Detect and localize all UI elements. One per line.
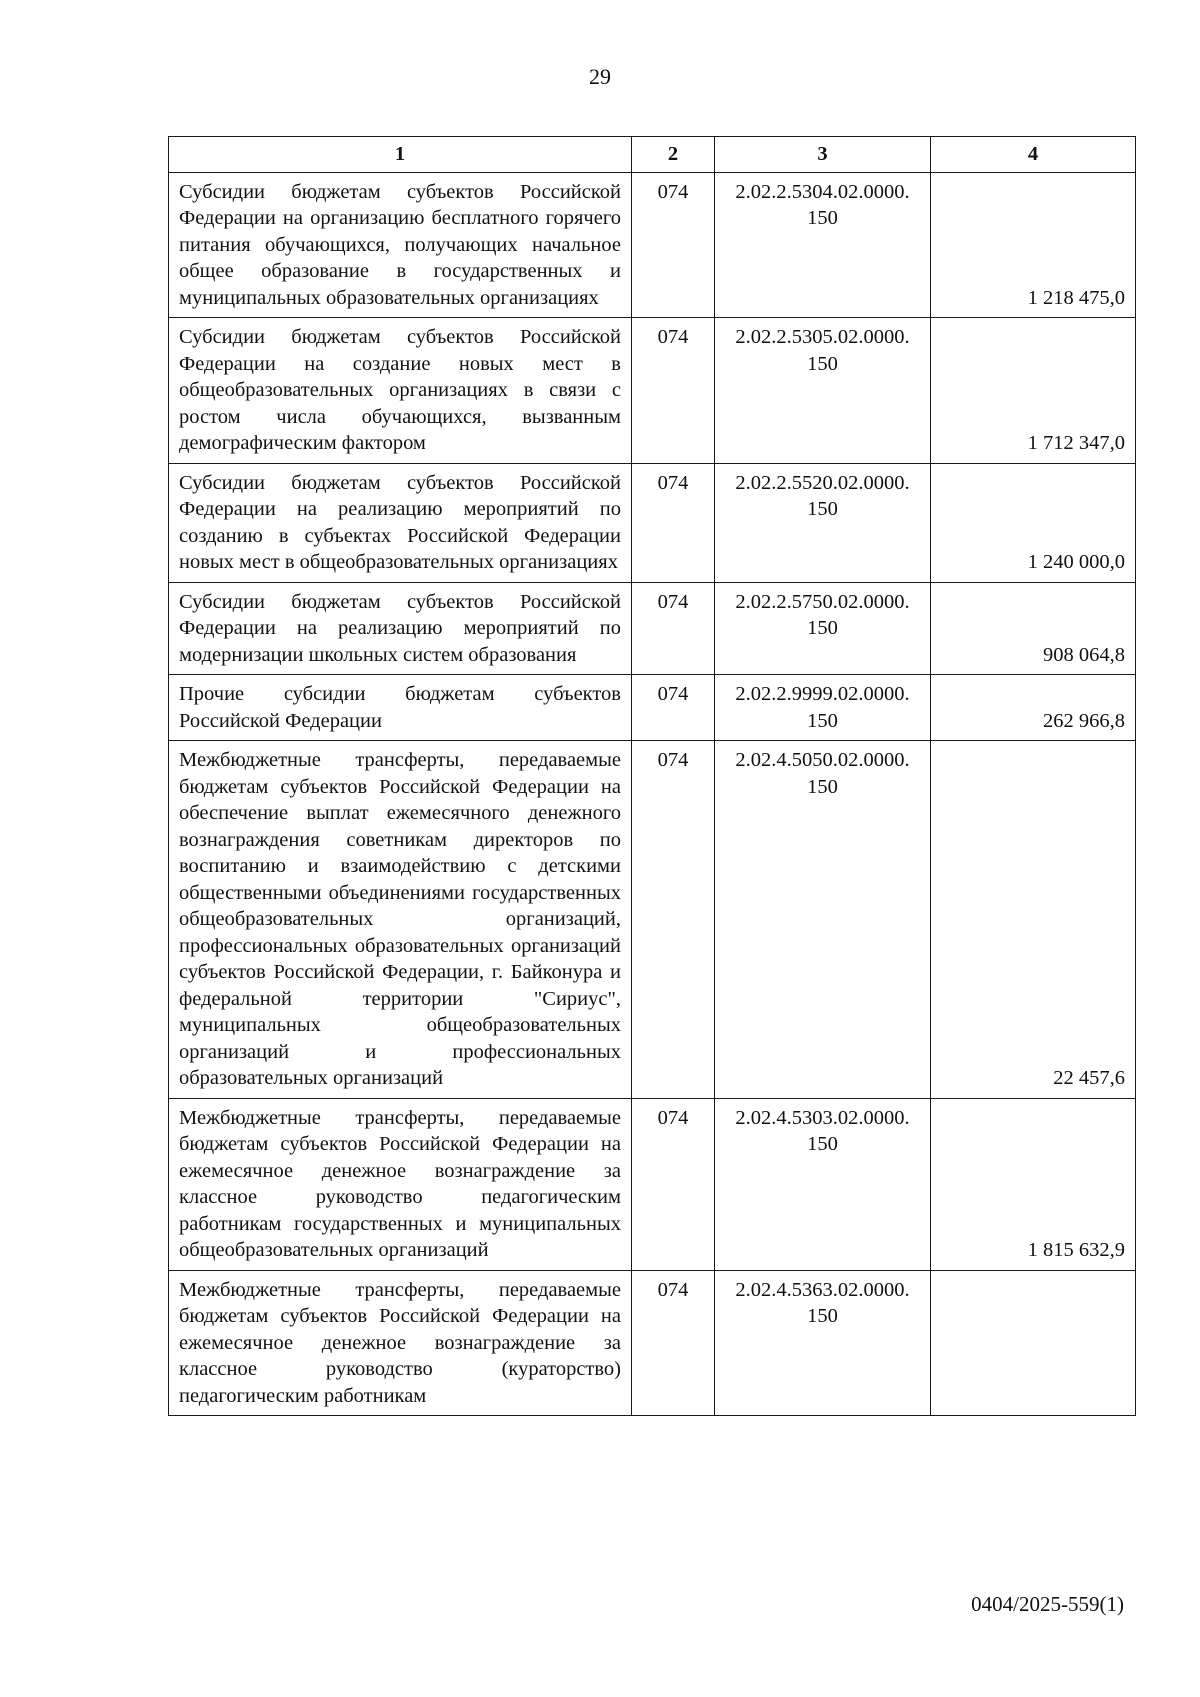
header-col-4: 4 [931, 137, 1136, 173]
row-code: 074 [632, 675, 715, 741]
table-row [169, 1270, 1136, 1416]
row-amount: 1 240 000,0 [931, 463, 1136, 582]
row-kbk [715, 463, 931, 582]
row-amount: 22 457,6 [931, 741, 1136, 1099]
table-row [169, 741, 1136, 1099]
row-description: Межбюджетные трансферты, передаваемые бюджетам субъектов Российской Федерации на ежемесячное денежное вознаграждение за классное руководство педагогическим работникам государственных и муниципальных общеобразовательных организаций [169, 1098, 632, 1270]
table-header [169, 137, 1136, 173]
row-amount: 1 815 632,9 [931, 1098, 1136, 1270]
kbk-line-2: 150 [807, 1305, 838, 1327]
row-kbk [715, 741, 931, 1099]
row-amount: 262 966,8 [931, 675, 1136, 741]
kbk-line-1: 2.02.4.5363.02.0000. [735, 1278, 910, 1301]
row-code: 074 [632, 1098, 715, 1270]
kbk-line-2: 150 [807, 498, 838, 520]
header-col-1: 1 [169, 137, 632, 173]
header-col-2: 2 [632, 137, 715, 173]
row-description: Межбюджетные трансферты, передаваемые бюджетам субъектов Российской Федерации на ежемесячное денежное вознаграждение за классное руководство (кураторство) педагогическим работникам [169, 1270, 632, 1416]
kbk-line-1: 2.02.4.5050.02.0000. [735, 749, 910, 771]
row-code: 074 [632, 582, 715, 675]
row-description: Субсидии бюджетам субъектов Российской Федерации на организацию бесплатного горячего питания обучающихся, получающих начальное общее образование в государственных и муниципальных образовательных организациях [169, 172, 632, 318]
table-body [169, 172, 1136, 1416]
kbk-line-2: 150 [807, 709, 838, 732]
table-row [169, 1098, 1136, 1270]
row-code: 074 [632, 318, 715, 464]
table-row [169, 463, 1136, 582]
kbk-line-2: 150 [807, 617, 838, 639]
kbk-line-2: 150 [807, 207, 838, 229]
row-code: 074 [632, 172, 715, 318]
row-kbk [715, 318, 931, 464]
kbk-line-1: 2.02.4.5303.02.0000. [735, 1106, 910, 1129]
table-row [169, 582, 1136, 675]
row-code: 074 [632, 463, 715, 582]
header-col-3: 3 [715, 137, 931, 173]
kbk-line-2: 150 [807, 775, 838, 798]
row-description: Субсидии бюджетам субъектов Российской Федерации на реализацию мероприятий по модернизации школьных систем образования [169, 582, 632, 675]
page-number: 29 [589, 64, 611, 89]
kbk-line-1: 2.02.2.5520.02.0000. [735, 471, 910, 494]
row-amount: 1 218 475,0 [931, 172, 1136, 318]
row-description: Субсидии бюджетам субъектов Российской Федерации на создание новых мест в общеобразовательных организациях в связи с ростом числа обучающихся, вызванным демографическим фактором [169, 318, 632, 464]
row-kbk [715, 1270, 931, 1416]
kbk-line-1: 2.02.2.9999.02.0000. [735, 683, 910, 705]
kbk-line-1: 2.02.2.5750.02.0000. [735, 590, 910, 613]
row-description: Субсидии бюджетам субъектов Российской Федерации на реализацию мероприятий по созданию в субъектах Российской Федерации новых мест в общеобразовательных организациях [169, 463, 632, 582]
row-amount [931, 1270, 1136, 1416]
kbk-line-1: 2.02.2.5304.02.0000. [735, 180, 910, 203]
document-id: 0404/2025-559(1) [971, 1592, 1124, 1616]
row-amount: 1 712 347,0 [931, 318, 1136, 464]
budget-table [168, 136, 1136, 1416]
row-code: 074 [632, 741, 715, 1099]
table-header-row [169, 137, 1136, 173]
row-kbk [715, 675, 931, 741]
row-kbk [715, 1098, 931, 1270]
kbk-line-2: 150 [807, 352, 838, 375]
kbk-line-1: 2.02.2.5305.02.0000. [735, 326, 910, 348]
table-row [169, 318, 1136, 464]
table-row [169, 675, 1136, 741]
kbk-line-2: 150 [807, 1133, 838, 1155]
row-kbk [715, 172, 931, 318]
row-description: Межбюджетные трансферты, передаваемые бюджетам субъектов Российской Федерации на обеспечение выплат ежемесячного денежного вознаграждения советникам директоров по воспитанию и взаимодействию с детскими общественными объединениями государственных общеобразовательных организаций, профессиональных образовательных организаций субъектов Российской Федерации, г. Байконура и федеральной территории "Сириус", муниципальных общеобразовательных организаций и профессиональных образовательных организаций [169, 741, 632, 1099]
row-kbk [715, 582, 931, 675]
row-description: Прочие субсидии бюджетам субъектов Российской Федерации [169, 675, 632, 741]
table-row [169, 172, 1136, 318]
row-amount: 908 064,8 [931, 582, 1136, 675]
row-code: 074 [632, 1270, 715, 1416]
